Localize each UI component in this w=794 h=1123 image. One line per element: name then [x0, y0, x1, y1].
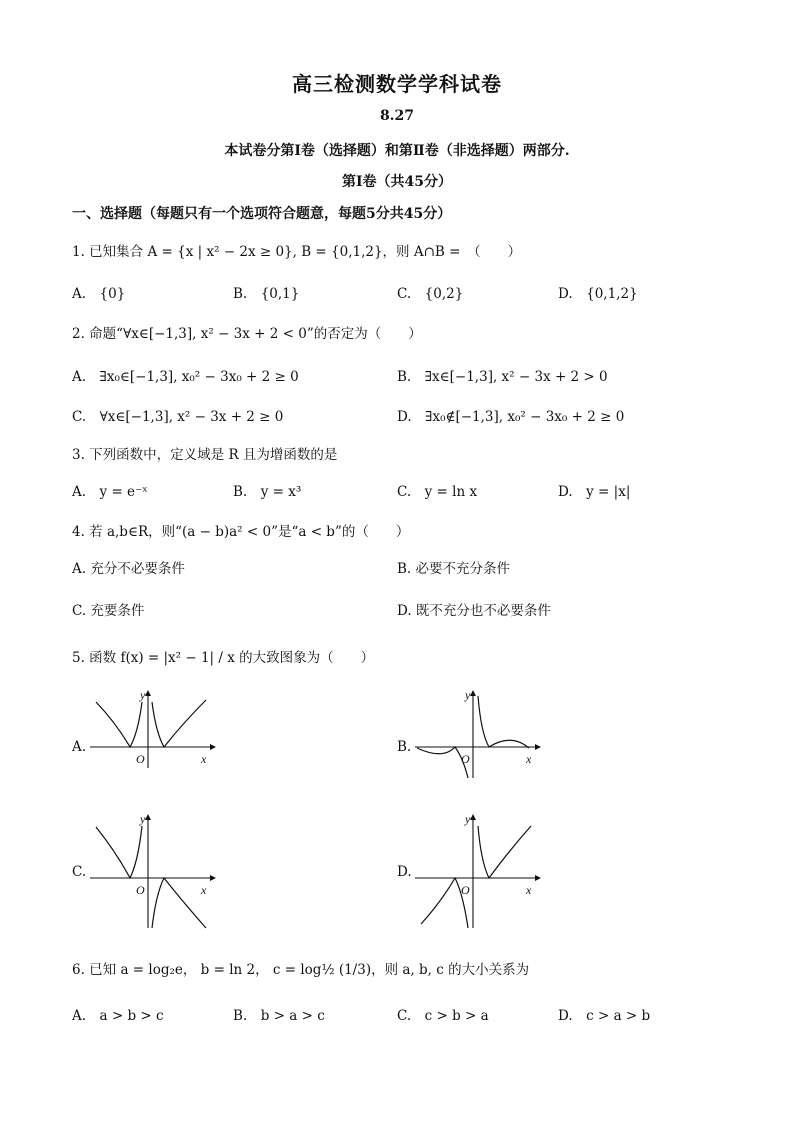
q3-option-b[interactable]: B. y = x³ — [233, 484, 302, 500]
graph-b-y-label: y — [465, 688, 471, 702]
question-1-stem: 1. 已知集合 A = {x | x² − 2x ≥ 0}, B = {0,1,2}，则 A∩B = （ ） — [72, 244, 522, 260]
q3-option-d[interactable]: D. y = |x| — [558, 484, 631, 500]
q3-option-a[interactable]: A. y = e⁻ˣ — [72, 484, 148, 500]
q2-option-d[interactable]: D. ∃x₀∉[−1,3], x₀² − 3x₀ + 2 ≥ 0 — [397, 409, 625, 425]
q3-option-c[interactable]: C. y = ln x — [397, 484, 478, 500]
question-6-stem: 6. 已知 a = log₂e， b = ln 2， c = log½ (1/3)，则 a, b, c 的大小关系为 — [72, 962, 530, 978]
q5-option-b[interactable]: B. — [397, 739, 412, 755]
q2-option-a[interactable]: A. ∃x₀∈[−1,3], x₀² − 3x₀ + 2 ≥ 0 — [72, 369, 299, 385]
part-heading: 第Ⅰ卷（共45分） — [341, 174, 453, 190]
graph-c-origin: O — [136, 883, 145, 897]
section-heading: 一、选择题（每题只有一个选项符合题意，每题5分共45分） — [72, 206, 452, 222]
exam-intro: 本试卷分第Ⅰ卷（选择题）和第Ⅱ卷（非选择题）两部分. — [224, 143, 570, 159]
q6-option-d[interactable]: D. c > a > b — [558, 1008, 651, 1024]
q5-graph-a[interactable] — [88, 688, 218, 770]
q2-option-b[interactable]: B. ∃x∈[−1,3], x² − 3x + 2 > 0 — [397, 369, 608, 385]
question-3-stem: 3. 下列函数中，定义域是 R 且为增函数的是 — [72, 447, 338, 463]
graph-c-x-label: x — [201, 883, 207, 897]
page-title: 高三检测数学学科试卷 — [292, 72, 502, 96]
q5-graph-b[interactable] — [413, 688, 543, 780]
q4-option-a[interactable]: A. 充分不必要条件 — [72, 561, 185, 577]
q6-option-a[interactable]: A. a > b > c — [72, 1008, 164, 1024]
q4-option-c[interactable]: C. 充要条件 — [72, 603, 145, 619]
q1-option-b[interactable]: B. {0,1} — [233, 286, 300, 302]
graph-b-origin: O — [461, 752, 470, 766]
graph-a-origin: O — [136, 752, 145, 766]
graph-d-origin: O — [461, 883, 470, 897]
question-4-stem: 4. 若 a,b∈R，则“(a − b)a² < 0”是“a < b”的（ ） — [72, 524, 410, 540]
graph-d-y-label: y — [465, 812, 471, 826]
question-2-stem: 2. 命题“∀x∈[−1,3], x² − 3x + 2 < 0”的否定为（ ） — [72, 326, 422, 342]
q6-option-c[interactable]: C. c > b > a — [397, 1008, 489, 1024]
q1-option-a[interactable]: A. {0} — [72, 286, 126, 302]
graph-a-x-label: x — [201, 752, 207, 766]
graph-a-y-label: y — [140, 688, 146, 702]
q2-option-c[interactable]: C. ∀x∈[−1,3], x² − 3x + 2 ≥ 0 — [72, 409, 284, 425]
question-5-stem: 5. 函数 f(x) = |x² − 1| / x 的大致图象为（ ） — [72, 650, 375, 666]
q5-option-a[interactable]: A. — [72, 739, 87, 755]
graph-d-x-label: x — [526, 883, 532, 897]
q5-graph-d[interactable] — [413, 812, 543, 930]
q5-graph-c[interactable] — [88, 812, 218, 930]
q4-option-b[interactable]: B. 必要不充分条件 — [397, 561, 511, 577]
q1-option-c[interactable]: C. {0,2} — [397, 286, 464, 302]
graph-c-y-label: y — [140, 812, 146, 826]
q1-option-d[interactable]: D. {0,1,2} — [558, 286, 638, 302]
q5-option-d[interactable]: D. — [397, 864, 412, 880]
exam-date: 8.27 — [379, 108, 415, 124]
q4-option-d[interactable]: D. 既不充分也不必要条件 — [397, 603, 551, 619]
q5-option-c[interactable]: C. — [72, 864, 87, 880]
q6-option-b[interactable]: B. b > a > c — [233, 1008, 325, 1024]
graph-b-x-label: x — [526, 752, 532, 766]
